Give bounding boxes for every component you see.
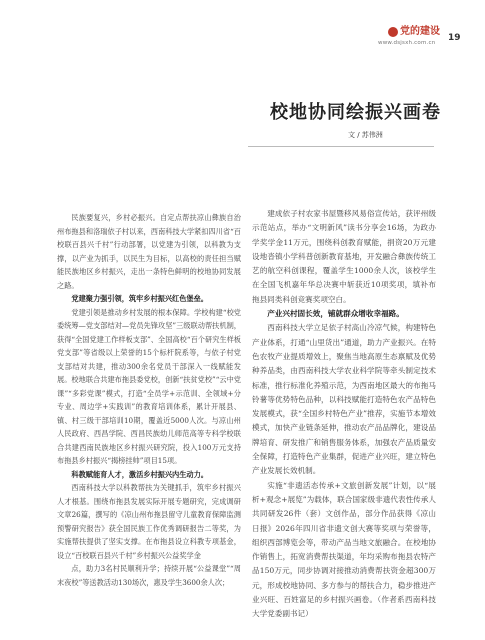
section-heading: 科教赋能育人才，激活乡村振兴内生动力。 — [71, 469, 208, 479]
paragraph: 党建引领是推动乡村发展的根本保障。学校构建“校党委统筹—党支部结对—党员先锋攻坚”三级联动帮扶机制，获得“全国党建工作样板支部”、全国高校“百个研究生样板党支部”等省级以上荣誉的15个标杆院系等，与依子村党支部结对共建，推动300余名党员干部深入一线赋能发展。校地联合共建布拖县委党校，创新“扶贫党校”“云中党课”“多彩党课”模式，打造“全员学+示范训、全领域+分专业、周边学+实践训”的教育培训体系，累计开展县、镇、村三级干部培训10期，覆盖近5000人次。与凉山州人民政府、西昌学院、西昌民族幼儿师范高等专科学校联合共建西南民族地区乡村振兴研究院，投入100万元支持布拖县乡村振兴“揭榜挂帅”项目15项。 — [57, 307, 241, 465]
paragraph: 民族要复兴，乡村必振兴。自定点帮扶凉山彝族自治州布拖县和洛瑞依子村以来，西南科技大学紧扣四川省“百校联百县兴千村”行动部署，以党建为引领，以科教为支撑，以产业为抓手，以民生为目标，以高校的责任担当赋能民族地区乡村振兴，走出一条特色鲜明的校地协同发展之路。 — [57, 213, 241, 290]
section-heading: 产业兴村固长效，铺就群众增收幸福路。 — [267, 309, 404, 319]
page-header — [0, 0, 485, 50]
paragraph: 西南科技大学立足依子村高山冷凉气候，构建特色产业体系，打通“山里货出”通道，助力产业振兴。在特色农牧产业提质增效上，聚焦当地高原生态禀赋及优势种养品类，由西南科技大学农业科学院等牵头制定技术标准，推行标准化养殖示范，为西南地区最大的布拖马铃薯等优势特色品种，以科技赋能打造特色农产品特色发展模式，获“全国乡村特色产业”推荐，实施节本增效模式，加快产业链条延伸，推动农产品品牌化，建设品牌培育、研发推广和销售服务体系，加强农产品质量安全保障，打造特色产业集群，促进产业兴旺，建立特色产业发展长效机制。 — [252, 323, 436, 476]
page-number: 19 — [448, 33, 461, 43]
title-divider — [248, 146, 434, 147]
paragraph: 建成依子村农家书屋暨移风易俗宣传站，获评州级示范站点，举办“文明新风”读书分享会16场，为政办学奖学金11万元，围绕科创教育赋能，捐资20万元建设地沓镇小学科普创新教育基地，开发融合彝族传统工艺的航空科创课程，覆盖学生1000余人次，该校学生在全国飞机嘉年华总决赛中斩获近10项奖项，填补布拖县同类科创竞赛奖项空白。 — [252, 209, 436, 304]
party-emblem-icon — [388, 27, 398, 37]
left-column — [57, 211, 241, 589]
magazine-logo — [388, 22, 440, 37]
section-heading: 党建聚力强引领，筑牢乡村振兴红色堡垒。 — [71, 294, 208, 303]
article-byline: 文 / 苏伟洲 — [348, 131, 383, 139]
article-title: 校地协同绘振兴画卷 — [270, 102, 441, 123]
right-column — [252, 207, 436, 622]
paragraph: 点，助力3名村民顺利升学；持续开展“公益课堂”“周末夜校”等送教活动130场次，惠及学生3600余人次； — [57, 564, 241, 587]
logo-text: 党的建设 — [400, 26, 440, 37]
paragraph: 西南科技大学以科教帮扶为关键抓手，筑牢乡村振兴人才根基。围绕布拖县发展实际开展专题研究，完成调研文章26篇，撰写的《凉山州布拖县留守儿童教育保障监测预警研究报告》获全国民族工作优秀调研报告二等奖，为实施帮扶提供了坚实支撑。在布拖县设立科教专项基金，设立“百校联百县兴千村”乡村振兴公益奖学金 — [57, 483, 241, 560]
site-url: www.dsjsxh.com.cn — [378, 40, 436, 46]
paragraph: 实施“非遗活态传承+文旅创新发展”计划，以“展析+观念+展览”为载体，联合国家级非遗代表性传承人共同研发26件（套）文创作品，部分作品获得《凉山日报》2026年四川省非遗文创大赛等奖项与荣誉等，组织西部博览会等，带动产品当地文旅融合。在校地协作销售上，拓宽消费帮扶渠道，年均采购布拖县农特产品150万元，同步协调对接推动消费帮扶资金超300万元，形成校地协同、多方参与的帮扶合力，稳步推进产业兴旺、百姓富足的乡村振兴画卷。（作者系西南科技大学党委副书记） — [252, 480, 436, 619]
